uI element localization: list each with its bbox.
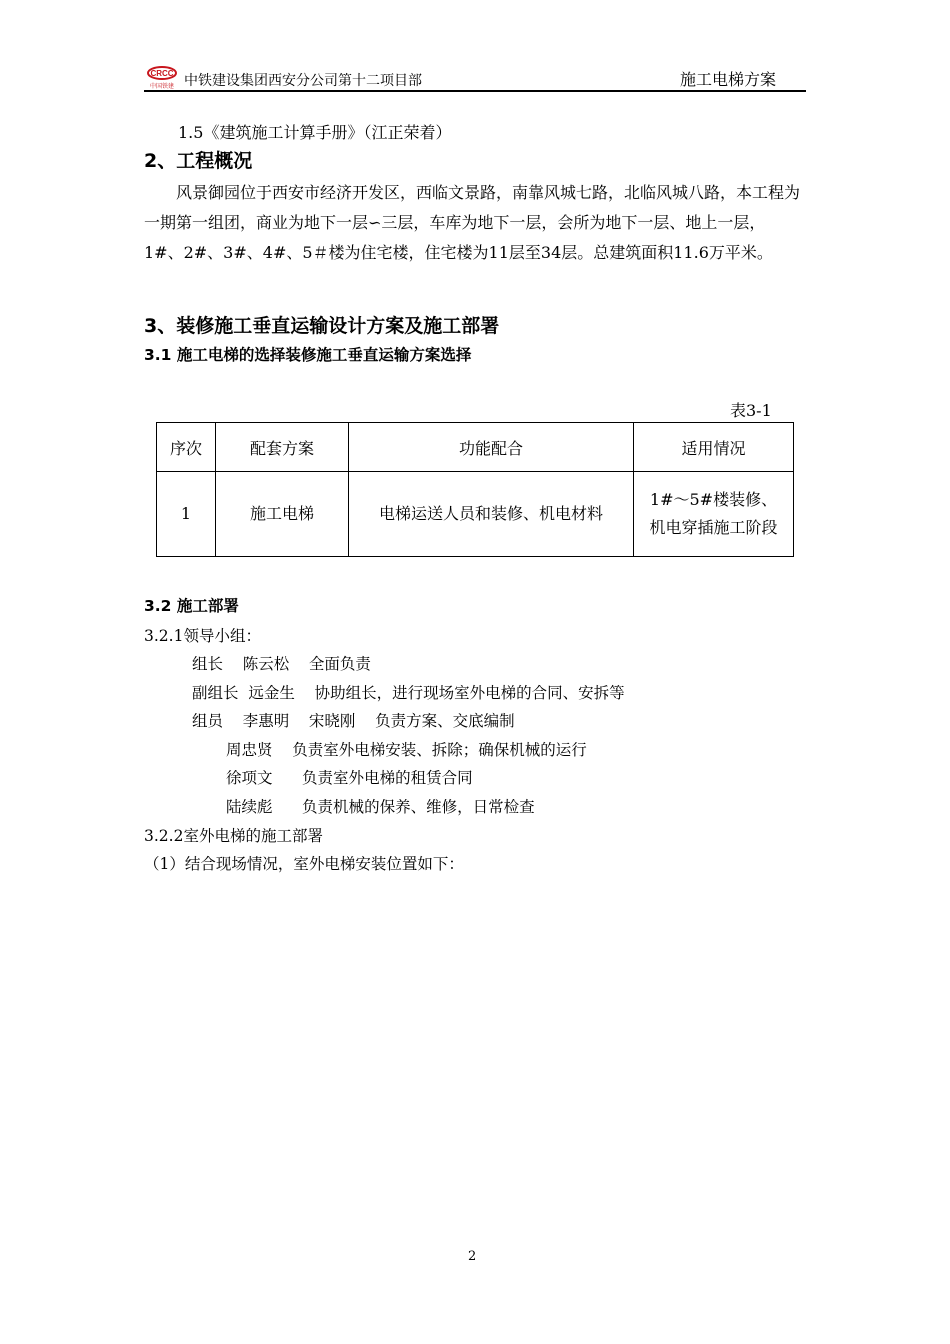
team-line: 副组长 远金生 协助组长，进行现场室外电梯的合同、安拆等 bbox=[192, 684, 625, 702]
table-cell: 电梯运送人员和装修、机电材料 bbox=[349, 472, 634, 557]
scheme-table bbox=[156, 422, 794, 557]
reference-item: 1.5《建筑施工计算手册》（江正荣着） bbox=[178, 123, 452, 142]
page-number: 2 bbox=[468, 1249, 477, 1264]
table-header-cell: 适用情况 bbox=[634, 423, 794, 472]
project-overview-paragraph: 风景御园位于西安市经济开发区，西临文景路，南靠风城七路，北临风城八路，本工程为一期第一组团，商业为地下一层∽三层，车库为地下一层，会所为地下一层、地上一层，1#、2#、3#、4#、5＃楼为住宅楼，住宅楼为11层至34层。总建筑面积11.6万平米。 bbox=[144, 183, 801, 262]
section-2-heading: 2、工程概况 bbox=[144, 150, 253, 172]
section-3-heading: 3、装修施工垂直运输设计方案及施工部署 bbox=[144, 315, 500, 337]
table-header-cell: 功能配合 bbox=[349, 423, 634, 472]
company-name: 中铁建设集团西安分公司第十二项目部 bbox=[184, 73, 422, 89]
table-row bbox=[157, 472, 794, 557]
section-3-2-heading: 3.2 施工部署 bbox=[144, 597, 239, 615]
team-line: 组长 陈云松 全面负责 bbox=[192, 655, 371, 673]
logo-mark: CRCC bbox=[150, 69, 174, 78]
team-line: 陆续彪 负责机械的保养、维修，日常检查 bbox=[226, 798, 535, 816]
table-header-cell: 配套方案 bbox=[216, 423, 349, 472]
table-header-row bbox=[157, 423, 794, 472]
section-3-2-2-heading: 3.2.2室外电梯的施工部署 bbox=[144, 827, 323, 845]
table-caption: 表3-1 bbox=[730, 401, 772, 420]
team-line: 徐项文 负责室外电梯的租赁合同 bbox=[226, 769, 473, 787]
page-header bbox=[144, 64, 806, 92]
section-3-1-heading: 3.1 施工电梯的选择装修施工垂直运输方案选择 bbox=[144, 346, 472, 364]
team-line: 周忠贤 负责室外电梯安装、拆除；确保机械的运行 bbox=[226, 741, 587, 759]
list-item: （1）结合现场情况，室外电梯安装位置如下： bbox=[144, 855, 464, 873]
section-3-2-1-heading: 3.2.1领导小组： bbox=[144, 627, 261, 645]
team-line: 组员 李惠明 宋晓刚 负责方案、交底编制 bbox=[192, 712, 515, 730]
document-title: 施工电梯方案 bbox=[679, 70, 776, 89]
crcc-logo-icon bbox=[144, 64, 180, 90]
table-header-cell: 序次 bbox=[157, 423, 216, 472]
table-cell: 1#～5#楼装修、机电穿插施工阶段 bbox=[634, 472, 794, 557]
table-cell: 施工电梯 bbox=[216, 472, 349, 557]
table-cell: 1 bbox=[157, 472, 216, 557]
logo-text: 中国铁建 bbox=[149, 83, 175, 90]
